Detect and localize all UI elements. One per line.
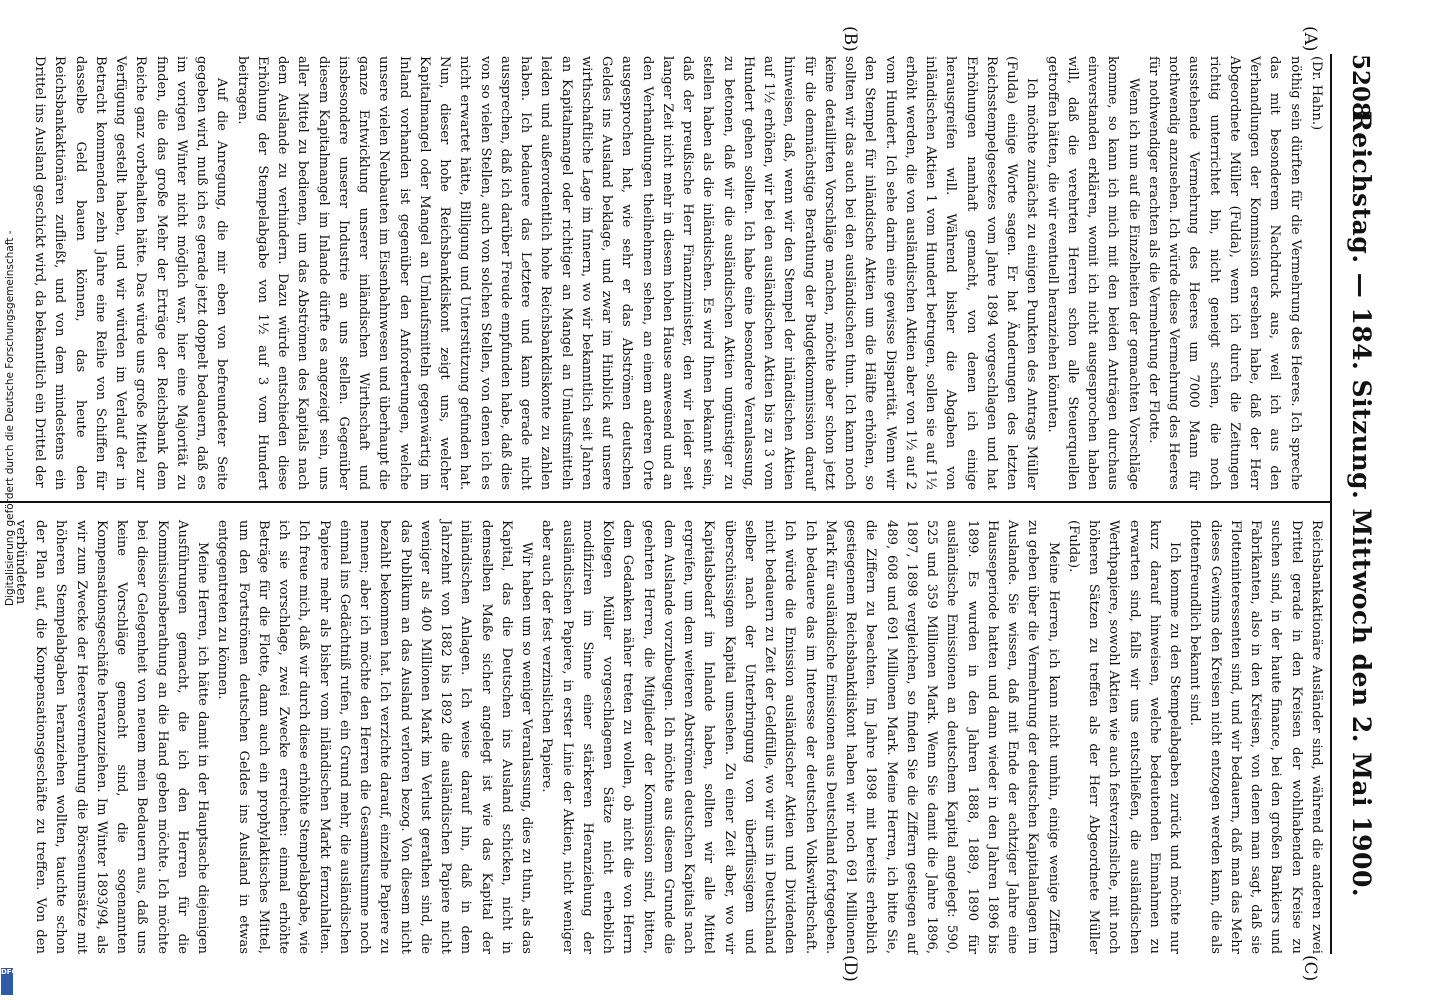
paragraph: Meine Herren, ich kann nicht umhin, einige wenige Ziffern zu geben über die Vermehrung der deutschen Kapitalanlagen im Auslande. Sie wissen, daß mit Ende der achtziger Jahre eine Hausseperiode hatten und dann wieder in den Jahren 1896 bis 1899. Es wurden in den Jahren 1888, 1889, 1890 für ausländische Emissionen an deutschem Kapital angelegt: 590, 525 und 359 Millionen Mark. Wenn Sie damit die Jahre 1896, 1897, 1898 vergleichen, so finden Sie die Ziffern gestiegen auf 489, 608 und 691 Millionen Mark. Meine Herren, ich bitte Sie, die Ziffern zu beachten. Im Jahre 1898 mit bereits erheblich gestiegenem Reichsbankdiskont haben wir noch 691 Millionen Mark für ausländische Emissionen aus Deutschland fortgegeben. Ich bedauere das im Interesse der deutschen Volkswirthschaft. Ich würde die Emission ausländischer Aktien und Dividenden nicht bedauern zu Zeit der Geldfülle, wo wir uns in Deutschland selber nach der Unterbringung von überflüssigem und überschüssigem Kapital umsehen. Zu einer Zeit aber, wo wir Kapitalsbedarf im Inlande haben, sollten wir alle Mittel ergreifen, um dem weiteren Abströmen deutschen Kapitals nach dem Auslande vorzubeugen. Ich möchte aus diesem Grunde die geehrten Herren, die Mitglieder der Kommission sind, bitten, dem Gedanken näher treten zu wollen, ob nicht die von Herrn Kollegen Müller vorgeschlagenen Sätze nicht erheblich modifiziren im Sinne einer stärkeren Heranziehung der ausländischen Papiere, in erster Linie der Aktien, nicht weniger aber auch der fest verzinslichen Papiere. bbox=[539, 520, 1061, 954]
margin-marker-d: (D) bbox=[840, 955, 860, 982]
right-column bbox=[10, 520, 1326, 954]
speaker-label: (Dr. Hahn.) bbox=[1309, 56, 1324, 131]
paragraph: Wenn ich nun auf die Einzelheiten der gemachten Vorschläge komme, so kann ich mich mit den beiden Anträgen durchaus einverstanden erklären, womit ich nicht ausgesprochen haben will, daß die verehrten Herren schon alle Steuerquellen getroffen hätten, die wir eventuell heranziehen könnten. bbox=[1044, 56, 1141, 490]
paragraph: Auf die Anregung, die mir eben von befreundeter Seite gegeben wird, muß ich es gerade jetzt doppelt bedauern, daß es im vorigen Winter nicht möglich war, hier eine Majorität zu finden, die das große Mehr der Erträge der Reichsbank dem Reiche ganz vorbehalten hätte. Das würde uns große Mittel zur Verfügung gestellt haben, und wir würden im Verlauf der in Betracht kommenden zehn Jahre eine Reihe von Schiffen für dasselbe Geld bauen können, das heute den Reichsbankaktionären zufließt, und von dem mindestens ein Drittel ins Ausland geschickt wird, da bekanntlich ein Drittel der bbox=[32, 56, 230, 490]
paragraph: Ich komme zu den Stempelabgaben zurück und möchte nur kurz darauf hinweisen, welche bedeutenden Einnahmen zu erwarten sind, falls wir uns entschließen, die ausländischen Werthpapiere, sowohl Aktien wie auch festverzinsliche, mit noch höheren Sätzen zu treffen als der Herr Abgeordnete Müller (Fulda). bbox=[1066, 520, 1183, 954]
margin-marker-c: (C) bbox=[1300, 955, 1320, 982]
page-number: 5208 bbox=[1347, 54, 1374, 119]
left-column bbox=[29, 56, 1326, 490]
digitization-credit: Digitalisierung gefördert durch die Deutsche Forschungsgemeinschaft - bbox=[4, 230, 16, 606]
paragraph: Wir haben um so weniger Veranlassung, dies zu thun, als das Kapital, das die Deutschen ins Ausland schicken, nicht in demselben Maße sicher angelegt ist wie das Kapital der inländischen Anlagen. Ich weise darauf hin, daß in dem Jahrzehnt von 1882 bis 1892 die ausländischen Papiere nicht weniger als 400 Millionen Mark im Verlust gerathen sind, die das Publikum an das Ausland verloren bezog. Von diesem nicht bezahlt bekommen hat. Ich verzichte darauf, einzelne Papiere zu nennen; aber ich möchte den Herren die Gesammtsumme noch einmal ins Gedächtniß rufen, ein Grund mehr, die ausländischen Papiere mehr als bisher vom inländischen Markt fernzuhalten. Ich freue mich, daß wir durch diese erhöhte Stempelabgabe, wie ich sie vorschlage, zwei Zwecke erreichen: einmal erhöhte Beträge für die Flotte, dann auch ein prophylaktisches Mittel, um den Fortströmen deutschen Geldes ins Ausland in etwas entgegentreten zu können. bbox=[215, 520, 535, 954]
page-header bbox=[1338, 54, 1378, 954]
header-rule bbox=[1330, 54, 1332, 954]
paragraph: Meine Herren, ich hätte damit in der Hauptsache diejenigen Ausführungen gemacht, die ich den Herren für die Kommissionsberathung an die Hand geben möchte. Ich möchte bei dieser Gelegenheit von neuem mein Bedauern aus, daß uns keine Vorschläge gemacht sind, die sogenannten Kompensationsgeschäfte heranzuziehen. Im Winter 1893/94, als wir zum Zwecke der Heeresvermehrung die Börsenumsätze mit höheren Stempelabgaben heranziehen wollten, tauchte schon der Plan auf, die Kompensationsgeschäfte zu treffen. Von den verbündeten bbox=[13, 520, 211, 954]
column-divider bbox=[0, 501, 1330, 503]
page-title: Reichstag. — 184. Sitzung. Mittwoch den 2. Mai 1900. bbox=[1347, 110, 1376, 898]
margin-marker-a: (A) bbox=[1300, 26, 1320, 52]
paragraph: Reichsbankaktionäre Ausländer sind, während die anderen zwei Drittel gerade in den Kreisen der wohlhabenden Kreise zu suchen sind, in der haute finance, bei den großen Bankiers und Fabrikanten, also in den Kreisen, von denen man sagt, daß sie Flotteninteressenten sind, und wir bedauern, daß man das Mehr dieses Gewinns den Kreisen nicht entzogen werden kann, die als flottenfreundlich bekannt sind. bbox=[1187, 520, 1324, 954]
paragraph: Ich möchte zunächst zu einigen Punkten des Antrags Müller (Fulda) einige Worte sagen. Er hat Änderungen des letzten Reichsstempelgesetzes vom Jahre 1894 vorgeschlagen und hat Erhöhungen namhaft gemacht, von denen ich einige herausgreifen will. Während bisher die Abgaben von inländischen Aktien 1 vom Hundert betrugen, sollen sie auf 1½ erhöht werden, die von ausländischen Aktien aber von 1½ auf 2 vom Hundert. Ich sehe darin eine gewisse Disparität. Wenn wir den Stempel für inländische Aktien um die Hälfte erhöhen, so sollten wir das auch bei den ausländischen thun. Ich kann noch keine detaillirten Vorschläge machen, möchte aber schon jetzt für die demnächstige Berathung der Budgetkommission darauf hinweisen, daß, wenn wir den Stempel der inländischen Aktien auf 1½ erhöhen, wir bei den ausländischen Aktien bis zu 3 vom Hundert gehen sollten. Ich habe eine besondere Veranlassung, zu betonen, daß wir die ausländischen Aktien ungünstiger zu stellen haben als die inländischen. Es wird Ihnen bekannt sein, daß der preußische Herr Finanzminister, den wir leider seit langer Zeit nicht mehr in diesem hohen Hause anwesend und an den Verhandlungen theilnehmen sehen, an einem anderen Orte ausgesprochen hat, wie sehr er das Abströmen deutschen Geldes ins Ausland beklage, und zwar im Hinblick auf unsere wirthschaftliche Lage im Innern, wo wir bekanntlich seit Jahren an Kapitalmangel oder richtiger an Mangel an Umlaufsmitteln leiden und außerordentlich hohe Reichsbankdiskonte zu zahlen haben. Ich bedauere das Letztere und kann gerade nicht aussprechen, daß ich darüber Freude empfunden habe, daß dies von so vielen Stellen, auch von solchen Stellen, von denen ich es nicht erwartet hätte, Billigung und Unterstützung gefunden hat. Nun, dieser hohe Reichsbankdiskont zeigt uns, welcher Kapitalmangel oder Mangel an Umlaufsmitteln gegenwärtig im Inland vorhanden ist gegenüber den Anforderungen, welche unsere vielen Neubauten im Eisenbahnwesen und überhaupt die ganze Entwicklung unserer inländischen Wirthschaft und insbesondere unserer Industrie an uns stellen. Gegenüber diesem Kapitalmangel im Inlande dürfte es angezeigt sein, uns aller Mittel zu bedienen, um das Abströmen des Kapitals nach dem Auslande zu verhindern. Dazu würde entschieden diese Erhöhung der Stempelabgabe von 1½ auf 3 vom Hundert beitragen. bbox=[234, 56, 1040, 490]
paragraph: nöthig sein dürften für die Vermehrung des Heeres. Ich spreche das mit besonderem Nachdruck aus, weil ich aus den Verhandlungen der Kommission ersehen habe, daß der Herr Abgeordnete Müller (Fulda), wenn ich durch die Zeitungen richtig unterrichtet bin, nicht geneigt schien, die noch ausstehende Vermehrung des Heeres um 7000 Mann für nothwendig anzusehen. Ich würde diese Vermehrung des Heeres für nothwendiger erachten als die Vermehrung der Flotte. bbox=[1146, 56, 1303, 490]
dfg-logo: DFG bbox=[1, 968, 13, 995]
margin-marker-b: (B) bbox=[840, 26, 860, 52]
